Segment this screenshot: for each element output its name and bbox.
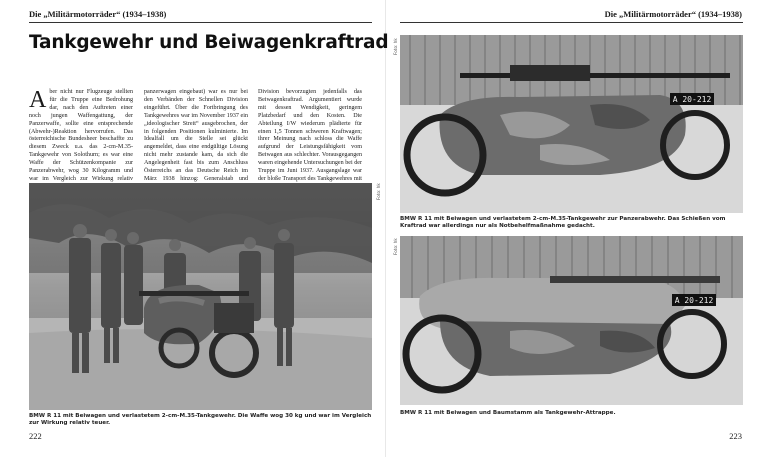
running-header-left: Die „Militärmotorräder“ (1934–1938) (29, 9, 167, 19)
photo-motorcycle-tankgewehr (400, 35, 743, 213)
license-plate-top: A 20-212 (672, 95, 712, 104)
page-number-left: 222 (29, 431, 42, 441)
caption-left: BMW R 11 mit Beiwagen und verlastetem 2-cm-M.35-Tankgewehr. Die Waffe wog 30 kg und war im Vergleich zur Wirkung relativ teuer. (29, 413, 372, 426)
header-rule-right (400, 22, 743, 23)
photo-soldiers-motorcycle (29, 183, 372, 410)
drop-cap: A (29, 87, 47, 113)
license-plate-bottom: A 20-212 (674, 296, 714, 305)
header-rule-left (29, 22, 372, 23)
body-column-3 (258, 89, 362, 192)
photo-credit-bottom-right: Foto: hk (393, 238, 398, 255)
body-text-3: Division bevorzugten jedenfalls das Beiwagenkraftrad. Argumentiert wurde mit dessen Wendigkeit, geringem Platzbedarf und den Kosten. Die Abteilung I/W wiederum plädierte für einen 1,5 Tonnen schweren Kraftwagen; ihrer Meinung nach schloss die Waffe aufgrund der Leistungsfähigkeit vom Beiwagen aus schlechter. Vorausgegangen waren eingehende Untersuchungen bei der Truppe im Juni 1937. Ausgangslage war der bloße Transport des Tankgewehres mit (258, 89, 362, 182)
body-column-2 (144, 89, 248, 192)
body-text-1: ber nicht nur Flugzeuge stellten für die Truppe eine Bedrohung dar, nach den Auftreten einer noch jungen Waffengattung, der Panzerwaffe, sollte eine entsprechende (Abwehr-)Reaktion hervorrufen. Das österreichische Bundesheer beschaffte zu diesem Zweck u.a. das 2-cm-M.35-Tankgewehr von Solothurn; es war eine Waffe der Schützenkompanie zur Panzerabwehr, wog 30 Kilogramm und war im Vergleich zur Wirkung relativ (29, 89, 133, 182)
page-gutter (385, 0, 386, 457)
body-text-2: panzerwagen eingebaut) war es nur bei den Verbänden der Schnellen Division eingeführt. Über die Fortbringung des Tankgewehres war im November 1937 ein „ideologischer Streit“ ausgebrochen, der in folgenden Positionen kulminierte. Im Idealfall um die Stelle sei glückt angemeldet, dass eine endgültige Lösung nicht mehr zustande kam, da sich die Angelegenheit fast bis zum Anschluss Österreichs an das Deutsche Reich im März 1938 hinzog: Generalstab und (144, 89, 248, 182)
photo-credit-left: Foto: hk (376, 183, 381, 200)
article-title: Tankgewehr und Beiwagenkraftrad (29, 32, 389, 53)
photo-credit-top-right: Foto: hk (393, 38, 398, 55)
photo-motorcycle-dummy (400, 236, 743, 405)
caption-top-right: BMW R 11 mit Beiwagen und verlastetem 2-cm-M.35-Tankgewehr zur Panzerabwehr. Das Schießen vom Kraftrad war allerdings nur als Notbehelfmaßnahme gedacht. (400, 216, 726, 229)
page-number-right: 223 (729, 431, 742, 441)
caption-bottom-right: BMW R 11 mit Beiwagen und Baumstamm als Tankgewehr-Attrappe. (400, 410, 616, 416)
running-header-right: Die „Militärmotorräder“ (1934–1938) (604, 9, 742, 19)
